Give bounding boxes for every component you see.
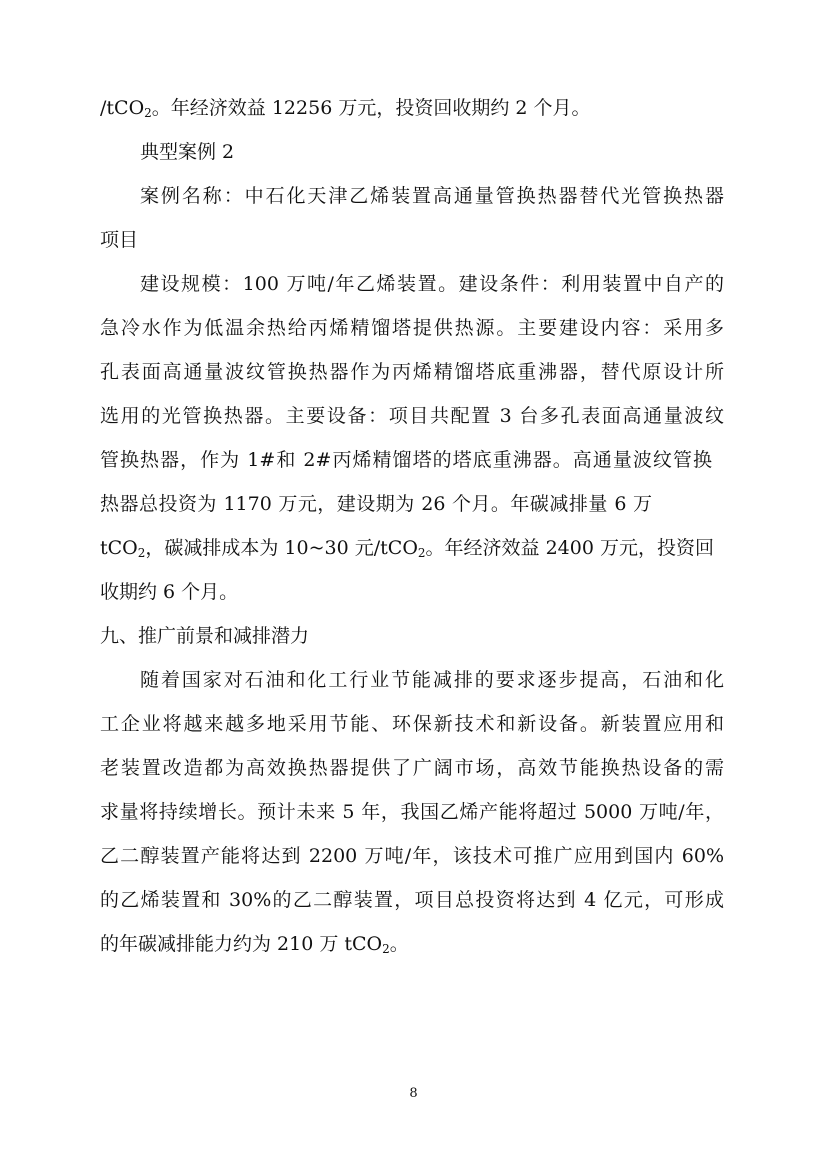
paragraph-line: 项目 [100,229,139,251]
paragraph-line: 选用的光管换热器。主要设备：项目共配置 3 台多孔表面高通量波纹 [100,405,724,427]
text-fragment: /tCO [100,97,145,119]
paragraph-line: 工企业将越来越多地采用节能、环保新技术和新设备。新装置应用和 [100,713,724,735]
page-number: 8 [409,1086,418,1101]
paragraph-line: 建设规模：100 万吨/年乙烯装置。建设条件：利用装置中自产的 [140,273,724,295]
paragraph-line: 收期约 6 个月。 [100,581,239,603]
paragraph-line [100,537,714,559]
text-fragment: 。年经济效益 2400 万元，投资回 [425,537,714,559]
paragraph-line: 热器总投资为 1170 万元，建设期为 26 个月。年碳减排量 6 万 [100,493,652,515]
text-fragment: 。年经济效益 12256 万元，投资回收期约 2 个月。 [151,97,591,119]
subscript: 2 [382,942,390,956]
subscript: 2 [144,106,152,120]
section-heading: 九、推广前景和减排潜力 [100,625,310,647]
paragraph-line: 求量将持续增长。预计未来 5 年，我国乙烯产能将超过 5000 万吨/年， [100,801,724,823]
paragraph-line [100,933,409,955]
paragraph-line: 乙二醇装置产能将达到 2200 万吨/年，该技术可推广应用到国内 60% [100,845,724,867]
paragraph-line [100,97,591,119]
text-fragment: tCO [100,537,138,559]
subscript: 2 [137,546,146,560]
subscript: 2 [417,546,426,560]
paragraph-line: 急冷水作为低温余热给丙烯精馏塔提供热源。主要建设内容：采用多 [100,317,724,339]
paragraph-line: 管换热器，作为 1#和 2#丙烯精馏塔的塔底重沸器。高通量波纹管换 [100,449,712,471]
paragraph-line: 的乙烯装置和 30%的乙二醇装置，项目总投资将达到 4 亿元，可形成 [100,889,724,911]
case-heading: 典型案例 2 [140,141,235,163]
paragraph-line: 孔表面高通量波纹管换热器作为丙烯精馏塔底重沸器，替代原设计所 [100,361,724,383]
paragraph-line: 案例名称：中石化天津乙烯装置高通量管换热器替代光管换热器 [140,185,724,207]
text-fragment: 的年碳减排能力约为 210 万 tCO [100,933,383,955]
text-fragment: 。 [389,933,409,955]
text-fragment: ，碳减排成本为 10~30 元/tCO [145,537,418,559]
paragraph-line: 老装置改造都为高效换热器提供了广阔市场，高效节能换热设备的需 [100,757,724,779]
paragraph-line: 随着国家对石油和化工行业节能减排的要求逐步提高，石油和化 [140,669,724,691]
